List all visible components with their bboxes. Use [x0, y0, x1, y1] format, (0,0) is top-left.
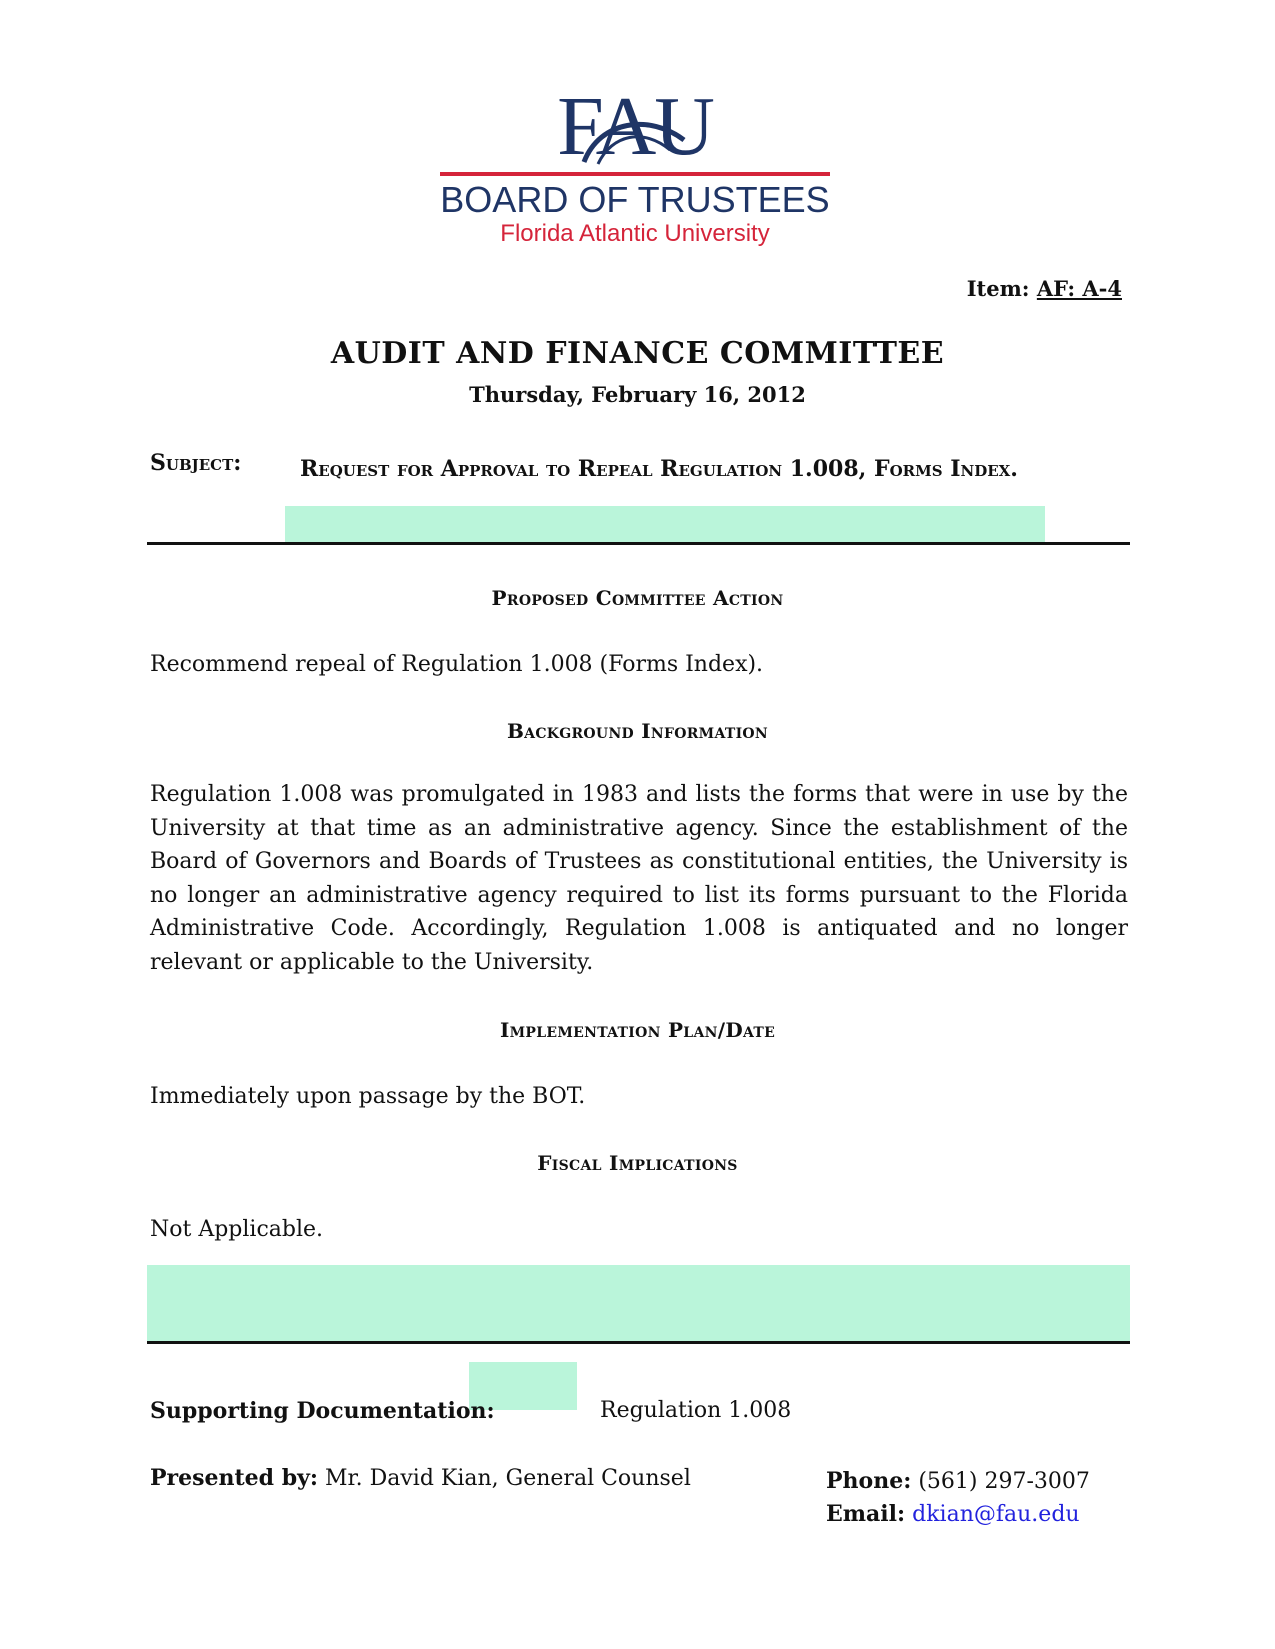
- fau-logo-mark: [440, 80, 830, 173]
- email-link[interactable]: dkian@fau.edu: [912, 1502, 1080, 1527]
- section-body-action: Recommend repeal of Regulation 1.008 (Forms Index).: [150, 652, 764, 677]
- supporting-label: Supporting Documentation:: [150, 1398, 495, 1424]
- phone-value: (561) 297-3007: [918, 1469, 1090, 1494]
- subject-divider: [147, 542, 1130, 545]
- logo-university-text: Florida Atlantic University: [500, 220, 770, 247]
- section-heading-background: Background Information: [506, 719, 769, 743]
- contact-info: [826, 1465, 1090, 1531]
- section-heading-implementation: Implementation Plan/Date: [499, 1018, 776, 1042]
- section-heading-fiscal: Fiscal Implications: [537, 1151, 738, 1175]
- meeting-date: Thursday, February 16, 2012: [469, 382, 806, 407]
- presented-label: Presented by:: [150, 1465, 318, 1491]
- item-reference: [967, 276, 1122, 301]
- supporting-documentation: [150, 1398, 495, 1424]
- supporting-value: Regulation 1.008: [600, 1398, 792, 1423]
- footer-divider: [147, 1341, 1130, 1344]
- fau-swoosh-icon: [580, 110, 690, 166]
- logo-board-text: BOARD OF TRUSTEES: [440, 179, 830, 220]
- section-heading-action: Proposed Committee Action: [491, 586, 784, 610]
- item-label: Item:: [966, 276, 1030, 301]
- subject-text: Request for Approval to Repeal Regulation 1.008, Forms Index.: [300, 456, 1018, 482]
- item-code: AF: A-4: [1036, 276, 1122, 301]
- committee-title: AUDIT AND FINANCE COMMITTEE: [330, 336, 945, 371]
- phone-label: Phone:: [826, 1468, 912, 1494]
- fau-logo-letters: FAU: [557, 80, 713, 173]
- section-body-background: Regulation 1.008 was promulgated in 1983 and lists the forms that were in use by the University at that time as an administrative agency. Since the establishment of the Board of Governors and Boards of Trustees as constitutional entities, the University is no longer an administrative agency required to list its forms pursuant to the Florida Administrative Code. Accordingly, Regulation 1.008 is antiquated and no longer relevant or applicable to the University.: [150, 782, 1128, 975]
- section-body-implementation: Immediately upon passage by the BOT.: [150, 1084, 586, 1109]
- subject-label: Subject:: [150, 450, 242, 476]
- phone-line: [826, 1465, 1090, 1498]
- fau-board-logo: [440, 80, 830, 248]
- email-line: [826, 1498, 1090, 1531]
- subject-highlight: [285, 506, 1045, 542]
- presented-by: [150, 1465, 691, 1491]
- presenter-name: Mr. David Kian, General Counsel: [325, 1466, 691, 1491]
- fiscal-highlight-band: [147, 1265, 1130, 1341]
- section-body-fiscal: Not Applicable.: [150, 1217, 324, 1242]
- email-label: Email:: [826, 1501, 906, 1527]
